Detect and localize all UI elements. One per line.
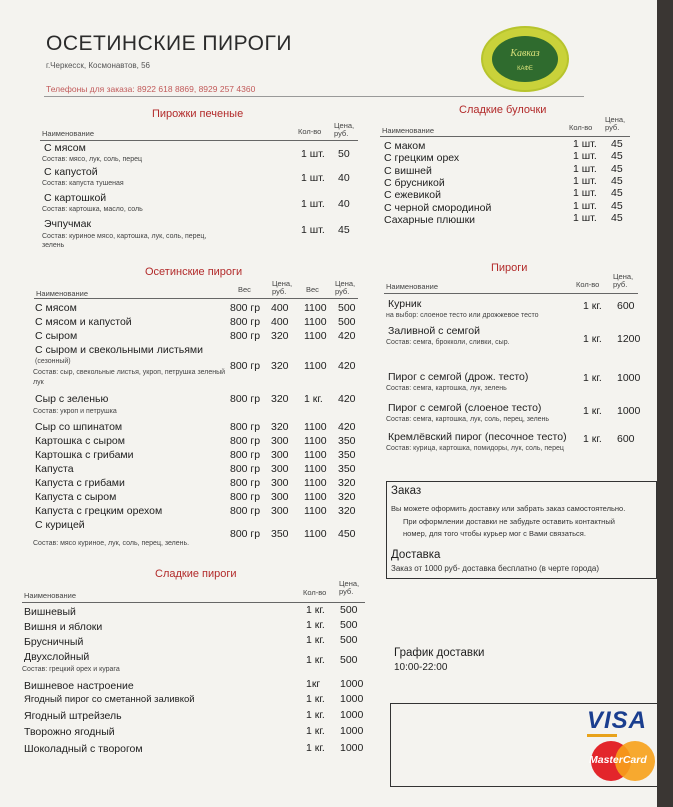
- menu-item-price: 1000: [340, 693, 364, 705]
- col-header-price-2: Цена, руб.: [335, 279, 356, 296]
- menu-item-price: 45: [611, 199, 623, 212]
- menu-item-qty: 1 кг.: [306, 619, 325, 631]
- menu-item-weight-2: 1100: [304, 463, 327, 475]
- menu-item-name: Вишневое настроение: [24, 680, 134, 692]
- menu-item-desc: Состав: грецкий орех и курага: [22, 666, 120, 673]
- menu-item-price: 40: [338, 172, 350, 184]
- menu-item-desc: Состав: капуста тушеная: [42, 180, 124, 187]
- menu-item-name: Капуста с грибами: [35, 477, 125, 489]
- col-header-name: Наименование: [42, 129, 94, 138]
- menu-item-weight-2: 1100: [304, 449, 327, 461]
- menu-item-price-2: 320: [338, 491, 356, 503]
- menu-item-name: Картошка с грибами: [35, 449, 134, 461]
- section-title-pirogi: Пироги: [491, 262, 528, 274]
- menu-item-qty: 1кг: [306, 678, 321, 690]
- section-title-bulochki: Сладкие булочки: [459, 104, 547, 116]
- menu-item-name: С грецким орех: [384, 152, 460, 165]
- menu-item-name: С мясом: [35, 302, 77, 314]
- menu-item-price: 500: [340, 619, 358, 631]
- menu-item-name: Вишня и яблоки: [24, 621, 103, 633]
- menu-item-qty: 1 кг.: [306, 634, 325, 646]
- menu-item-name: С сыром: [35, 330, 78, 342]
- schedule-title: График доставки: [394, 647, 485, 659]
- menu-item-price-2: 350: [338, 463, 356, 475]
- menu-item-price-2: 350: [338, 435, 356, 447]
- menu-item-name: Брусничный: [24, 636, 84, 648]
- menu-item-price-2: 500: [338, 302, 356, 314]
- col-header-weight: Вес: [238, 285, 251, 294]
- menu-item-name: С вишней: [384, 164, 432, 177]
- menu-item-price-2: 420: [338, 330, 356, 342]
- menu-item-price: 1000: [617, 405, 641, 417]
- menu-item-qty: 1 кг.: [583, 300, 602, 312]
- menu-item-price: 400: [271, 302, 289, 314]
- menu-item-price: 300: [271, 435, 289, 447]
- menu-item-qty: 1 кг.: [583, 333, 602, 345]
- menu-item-price: 1000: [340, 678, 364, 690]
- menu-item-name: Сыр со шпинатом: [35, 421, 123, 433]
- menu-item-name: С маком: [384, 140, 426, 152]
- menu-item-price: 45: [611, 211, 623, 224]
- menu-item-name: Заливной с семгой: [388, 325, 480, 337]
- menu-item-price-2: 320: [338, 505, 356, 517]
- col-header-price: Цена, руб.: [613, 272, 634, 289]
- menu-item-price: 45: [611, 162, 623, 175]
- order-text-2: При оформлении доставки не забудьте оставить контактный: [403, 517, 615, 526]
- menu-item-price: 1000: [617, 372, 641, 384]
- address: г.Черкесск, Космонавтов, 56: [46, 61, 150, 70]
- col-header-name: Наименование: [382, 126, 434, 135]
- menu-item-price: 320: [271, 393, 289, 405]
- menu-item-weight-2: 1100: [304, 302, 327, 314]
- menu-item-price: 320: [271, 421, 289, 433]
- menu-item-price: 1200: [617, 333, 641, 345]
- menu-item-price-2: 320: [338, 477, 356, 489]
- menu-item-weight: 800 гр: [230, 316, 261, 328]
- menu-item-note: (сезонный): [35, 358, 71, 365]
- menu-item-qty: 1 кг.: [583, 372, 602, 384]
- menu-item-weight-2: 1100: [304, 330, 327, 342]
- delivery-text: Заказ от 1000 руб- доставка бесплатно (в черте города): [391, 564, 599, 573]
- col-header-name: Наименование: [386, 282, 438, 291]
- divider: [22, 602, 365, 603]
- menu-item-name: С сыром и свекольными листьями: [35, 344, 203, 356]
- schedule-hours: 10:00-22:00: [394, 662, 448, 673]
- menu-item-desc: Состав: мясо, лук, соль, перец: [42, 156, 142, 163]
- menu-item-price-2: 350: [338, 449, 356, 461]
- col-header-name: Наименование: [24, 591, 76, 600]
- menu-item-desc: на выбор: слоеное тесто или дрожжевое тесто: [386, 312, 539, 319]
- menu-item-price: 45: [611, 187, 623, 200]
- menu-item-price: 300: [271, 477, 289, 489]
- menu-item-name: С черной смородиной: [384, 201, 492, 214]
- menu-item-price-2: 420: [338, 421, 356, 433]
- phones: Телефоны для заказа: 8922 618 8869, 8929 257 4360: [46, 84, 256, 94]
- menu-item-qty: 1 шт.: [573, 211, 597, 224]
- menu-item-weight-2: 1100: [304, 477, 327, 489]
- menu-item-price: 500: [340, 604, 358, 616]
- menu-item-qty: 1 кг.: [306, 725, 325, 737]
- menu-item-price: 45: [611, 138, 623, 150]
- menu-item-name: Шоколадный с творогом: [24, 743, 143, 755]
- page-title: ОСЕТИНСКИЕ ПИРОГИ: [46, 32, 292, 55]
- menu-item-price: 600: [617, 300, 635, 312]
- menu-item-qty: 1 кг.: [583, 405, 602, 417]
- menu-item-price: 1000: [340, 709, 364, 721]
- menu-item-weight: 800 гр: [230, 330, 261, 342]
- menu-item-name: С ежевикой: [384, 189, 441, 202]
- section-title-sladkie: Сладкие пироги: [155, 568, 237, 580]
- menu-item-qty: 1 шт.: [573, 162, 597, 175]
- menu-item-desc: Состав: семга, картошка, лук, зелень: [386, 385, 507, 392]
- menu-item-weight: 800 гр: [230, 302, 261, 314]
- menu-item-qty: 1 шт.: [301, 172, 325, 184]
- menu-item-price: 50: [338, 148, 350, 160]
- menu-item-price: 350: [271, 528, 289, 540]
- menu-item-name: Сыр с зеленью: [35, 393, 109, 405]
- col-header-price: Цена, руб.: [339, 579, 360, 596]
- section-title-pirozhki: Пирожки печеные: [152, 108, 244, 120]
- menu-item-desc: Состав: укроп и петрушка: [33, 408, 117, 415]
- menu-item-desc: Состав: куриное мясо, картошка, лук, соль, перец, зелень: [42, 233, 207, 249]
- menu-item-price-2: 500: [338, 316, 356, 328]
- menu-item-qty: 1 кг.: [306, 742, 325, 754]
- menu-item-price: 320: [271, 330, 289, 342]
- menu-item-weight-2: 1 кг.: [304, 393, 323, 405]
- menu-item-name: С картошкой: [44, 192, 107, 204]
- menu-item-price: 40: [338, 198, 350, 210]
- menu-item-weight-2: 1100: [304, 505, 327, 517]
- menu-item-name: С мясом: [44, 142, 86, 154]
- menu-item-name: Ягодный пирог со сметанной заливкой: [24, 694, 195, 705]
- menu-item-weight: 800 гр: [230, 505, 261, 517]
- menu-item-weight: 800 гр: [230, 421, 261, 433]
- menu-item-weight: 800 гр: [230, 528, 261, 540]
- menu-item-price-2: 420: [338, 360, 356, 372]
- visa-logo: VISA: [587, 707, 648, 734]
- menu-item-price: 300: [271, 463, 289, 475]
- visa-stripe: [587, 734, 617, 737]
- order-text-1: Вы можете оформить доставку или забрать заказ самостоятельно.: [391, 504, 626, 513]
- menu-item-qty: 1 кг.: [306, 709, 325, 721]
- col-header-qty: Кол-во: [298, 127, 322, 136]
- menu-item-price: 1000: [340, 742, 364, 754]
- menu-item-weight-2: 1100: [304, 435, 327, 447]
- menu-item-name: С курицей: [35, 519, 85, 531]
- menu-item-weight-2: 1100: [304, 491, 327, 503]
- menu-item-price: 300: [271, 449, 289, 461]
- menu-item-qty: 1 кг.: [306, 654, 325, 666]
- menu-item-weight: 800 гр: [230, 435, 261, 447]
- menu-item-name: Вишневый: [24, 606, 76, 618]
- menu-item-price: 500: [340, 634, 358, 646]
- menu-item-price: 300: [271, 491, 289, 503]
- menu-item-qty: 1 кг.: [583, 433, 602, 445]
- menu-item-price-2: 450: [338, 528, 356, 540]
- menu-item-name: С брусникой: [384, 176, 445, 189]
- menu-item-weight-2: 1100: [304, 528, 327, 540]
- menu-item-name: Картошка с сыром: [35, 435, 125, 447]
- menu-item-name: Сахарные плюшки: [384, 213, 476, 226]
- payment-box: [390, 703, 657, 787]
- mastercard-text: MasterCard: [589, 754, 647, 766]
- menu-item-qty: 1 шт.: [573, 174, 597, 187]
- menu-item-price: 400: [271, 316, 289, 328]
- menu-item-price: 45: [611, 150, 623, 163]
- menu-item-price: 45: [611, 174, 623, 187]
- menu-item-qty: 1 шт.: [301, 148, 325, 160]
- menu-item-desc: Состав: семга, картошка, лук, соль, перец, зелень: [386, 416, 550, 423]
- col-header-qty: Кол-во: [303, 588, 327, 597]
- menu-item-price: 300: [271, 505, 289, 517]
- menu-item-desc: Состав: картошка, масло, соль: [42, 206, 143, 213]
- menu-item-weight-2: 1100: [304, 360, 327, 372]
- menu-item-name: Капуста: [35, 463, 74, 475]
- menu-item-qty: 1 шт.: [573, 187, 597, 200]
- menu-item-price: 320: [271, 360, 289, 372]
- menu-item-name: Пирог с семгой (слоеное тесто): [388, 402, 542, 414]
- menu-item-qty: 1 шт.: [573, 199, 597, 212]
- menu-item-price: 600: [617, 433, 635, 445]
- menu-item-name: Пирог с семгой (дрож. тесто): [388, 371, 529, 383]
- menu-item-desc: Состав: семга, брокколи, сливки, сыр.: [386, 339, 510, 346]
- menu-item-name: Кремлёвский пирог (песочное тесто): [388, 431, 567, 443]
- menu-item-weight-2: 1100: [304, 316, 327, 328]
- menu-item-qty: 1 шт.: [301, 198, 325, 210]
- menu-item-weight: 800 гр: [230, 477, 261, 489]
- menu-item-weight: 800 гр: [230, 463, 261, 475]
- menu-item-name: Творожно ягодный: [24, 726, 115, 738]
- col-header-name: Наименование: [36, 289, 88, 298]
- menu-item-name: Двухслойный: [24, 651, 90, 663]
- logo-sub: КАФЕ: [517, 66, 533, 72]
- logo-text: Кавказ: [510, 48, 540, 59]
- menu-item-name: Курник: [388, 298, 422, 310]
- col-header-weight-2: Вес: [306, 285, 319, 294]
- menu-item-name: Эчпучмак: [44, 218, 92, 230]
- divider: [40, 140, 358, 141]
- menu-item-qty: 1 шт.: [573, 138, 597, 150]
- menu-item-qty: 1 кг.: [306, 693, 325, 705]
- menu-item-price: 500: [340, 654, 358, 666]
- col-header-qty: Кол-во: [576, 280, 600, 289]
- menu-item-price-2: 420: [338, 393, 356, 405]
- divider: [44, 96, 584, 97]
- menu-item-name: Ягодный штрейзель: [24, 710, 122, 722]
- delivery-title: Доставка: [391, 549, 441, 561]
- menu-item-name: С капустой: [44, 166, 98, 178]
- menu-item-name: Капуста с грецким орехом: [35, 505, 163, 517]
- divider: [384, 293, 638, 294]
- divider: [380, 136, 630, 137]
- order-box: [386, 481, 657, 579]
- order-text-3: номер, для того чтобы курьер мог с Вами связаться.: [403, 529, 586, 538]
- menu-item-qty: 1 шт.: [301, 224, 325, 236]
- col-header-qty: Кол-во: [569, 123, 593, 132]
- menu-item-qty: 1 шт.: [573, 150, 597, 163]
- menu-item-desc: Состав: мясо куриное, лук, соль, перец, зелень.: [33, 540, 190, 547]
- col-header-price: Цена, руб.: [605, 115, 626, 132]
- order-title: Заказ: [391, 485, 422, 497]
- menu-item-weight: 800 гр: [230, 449, 261, 461]
- col-header-price: Цена, руб.: [334, 121, 355, 138]
- divider: [34, 298, 358, 299]
- col-header-price: Цена, руб.: [272, 279, 293, 296]
- menu-item-weight: 800 гр: [230, 393, 261, 405]
- menu-item-weight-2: 1100: [304, 421, 327, 433]
- menu-item-name: Капуста с сыром: [35, 491, 117, 503]
- menu-item-desc: Состав: курица, картошка, помидоры, лук, соль, перец: [386, 445, 564, 452]
- menu-item-qty: 1 кг.: [306, 604, 325, 616]
- menu-item-name: С мясом и капустой: [35, 316, 132, 328]
- logo: [483, 28, 567, 90]
- section-title-osetinskie: Осетинские пироги: [145, 266, 243, 278]
- menu-item-price: 1000: [340, 725, 364, 737]
- menu-item-desc: Состав: сыр, свекольные листья, укроп, петрушка зеленый лук: [33, 369, 226, 386]
- menu-item-weight: 800 гр: [230, 360, 261, 372]
- menu-item-weight: 800 гр: [230, 491, 261, 503]
- menu-item-price: 45: [338, 224, 350, 236]
- logo-inner: [492, 36, 558, 82]
